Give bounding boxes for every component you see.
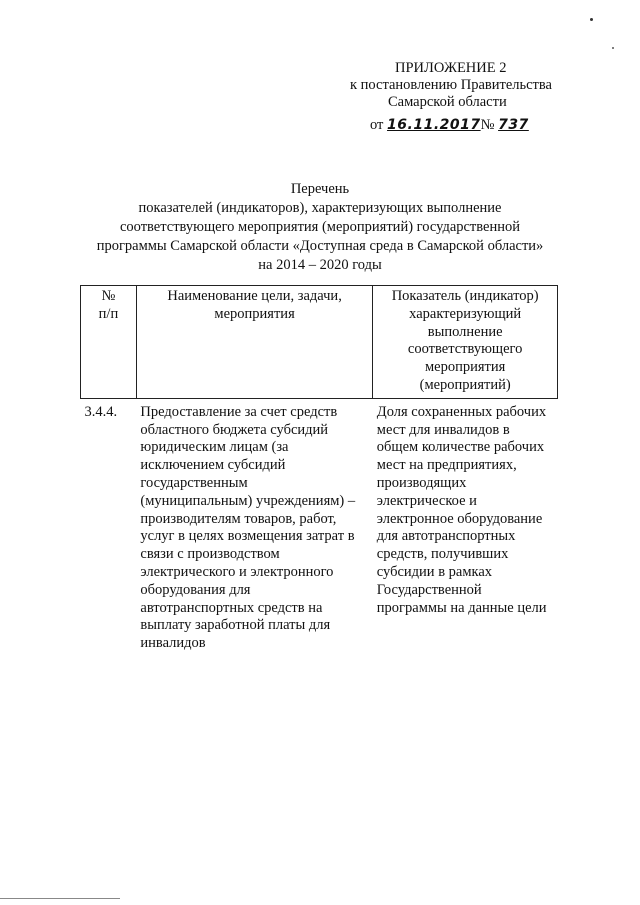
date-prefix: от bbox=[370, 117, 384, 133]
annex-header bbox=[340, 60, 570, 134]
cell-text: государственным bbox=[140, 474, 248, 491]
cell-text: производящих bbox=[376, 474, 467, 491]
cell-text: Государственной bbox=[376, 581, 482, 598]
cell-text: электрического и электронного bbox=[140, 563, 334, 580]
cell-text: Предоставление за счет средств bbox=[140, 403, 338, 420]
cell-text: инвалидов bbox=[140, 635, 206, 652]
row-name-cell bbox=[136, 398, 372, 653]
cell-text: общем количестве рабочих bbox=[376, 439, 545, 456]
header-text: соответствующего bbox=[407, 341, 523, 358]
cell-text: автотранспортных средств на bbox=[140, 599, 323, 616]
cell-text: Доля сохраненных рабочих bbox=[376, 403, 547, 420]
annex-date-line bbox=[340, 117, 570, 134]
cell-text: услуг в целях возмещения затрат в bbox=[140, 528, 355, 545]
cell-text: производителям товаров, работ, bbox=[140, 510, 337, 527]
cell-text: (муниципальным) учреждениям) – bbox=[140, 492, 356, 509]
table-row bbox=[81, 398, 558, 653]
handwritten-number: 737 bbox=[498, 117, 529, 133]
cell-text: исключением субсидий bbox=[140, 457, 286, 474]
cell-text: мест для инвалидов в bbox=[376, 421, 510, 438]
header-text: выполнение bbox=[427, 323, 503, 340]
header-text: характеризующий bbox=[409, 305, 522, 322]
header-num bbox=[81, 286, 137, 399]
cell-text: оборудования для bbox=[140, 581, 251, 598]
header-text: Показатель (индикатор) bbox=[391, 288, 539, 304]
cell-text: программы на данные цели bbox=[376, 599, 547, 616]
cell-text: выплату заработной платы для bbox=[140, 617, 331, 634]
cell-text: связи с производством bbox=[140, 546, 280, 563]
header-text: (мероприятий) bbox=[419, 376, 511, 393]
annex-resolution-line: к постановлению Правительства bbox=[350, 77, 552, 93]
table-header-row bbox=[81, 286, 558, 399]
title-line: программы Самарской области «Доступная среда в Самарской области» bbox=[96, 238, 544, 254]
header-text: п/п bbox=[98, 305, 119, 322]
annex-region-line: Самарской области bbox=[388, 94, 507, 110]
annex-title: ПРИЛОЖЕНИЕ 2 bbox=[395, 60, 507, 76]
header-text: мероприятия bbox=[424, 359, 506, 376]
cell-text: электрическое и bbox=[376, 492, 477, 509]
row-number: 3.4.4. bbox=[84, 403, 118, 420]
indicators-table bbox=[80, 285, 558, 653]
handwritten-date: 16.11.2017 bbox=[387, 117, 481, 133]
cell-text: субсидии в рамках bbox=[376, 563, 493, 580]
scan-edge-line bbox=[0, 898, 120, 899]
header-indicator bbox=[373, 286, 558, 399]
cell-text: для автотранспортных bbox=[376, 528, 516, 545]
cell-text: мест на предприятиях, bbox=[376, 457, 517, 474]
number-prefix: № bbox=[480, 117, 495, 133]
header-text: Наименование цели, задачи, bbox=[167, 288, 342, 304]
header-text: мероприятия bbox=[214, 305, 295, 322]
header-name bbox=[136, 286, 372, 399]
scan-speck bbox=[612, 47, 614, 49]
header-text: № bbox=[101, 288, 116, 304]
title-line: на 2014 – 2020 годы bbox=[258, 257, 382, 273]
row-indicator-cell bbox=[373, 398, 558, 653]
title-line: Перечень bbox=[290, 181, 350, 197]
cell-text: областного бюджета субсидий bbox=[140, 421, 329, 438]
cell-text: юридическим лицам (за bbox=[140, 439, 289, 456]
cell-text: электронное оборудование bbox=[376, 510, 543, 527]
title-line: показателей (индикаторов), характеризующих выполнение bbox=[138, 200, 502, 216]
cell-text: средств, получивших bbox=[376, 546, 509, 563]
document-title bbox=[70, 180, 570, 275]
scan-speck bbox=[590, 18, 593, 21]
title-line: соответствующего мероприятия (мероприятий) государственной bbox=[119, 219, 521, 235]
